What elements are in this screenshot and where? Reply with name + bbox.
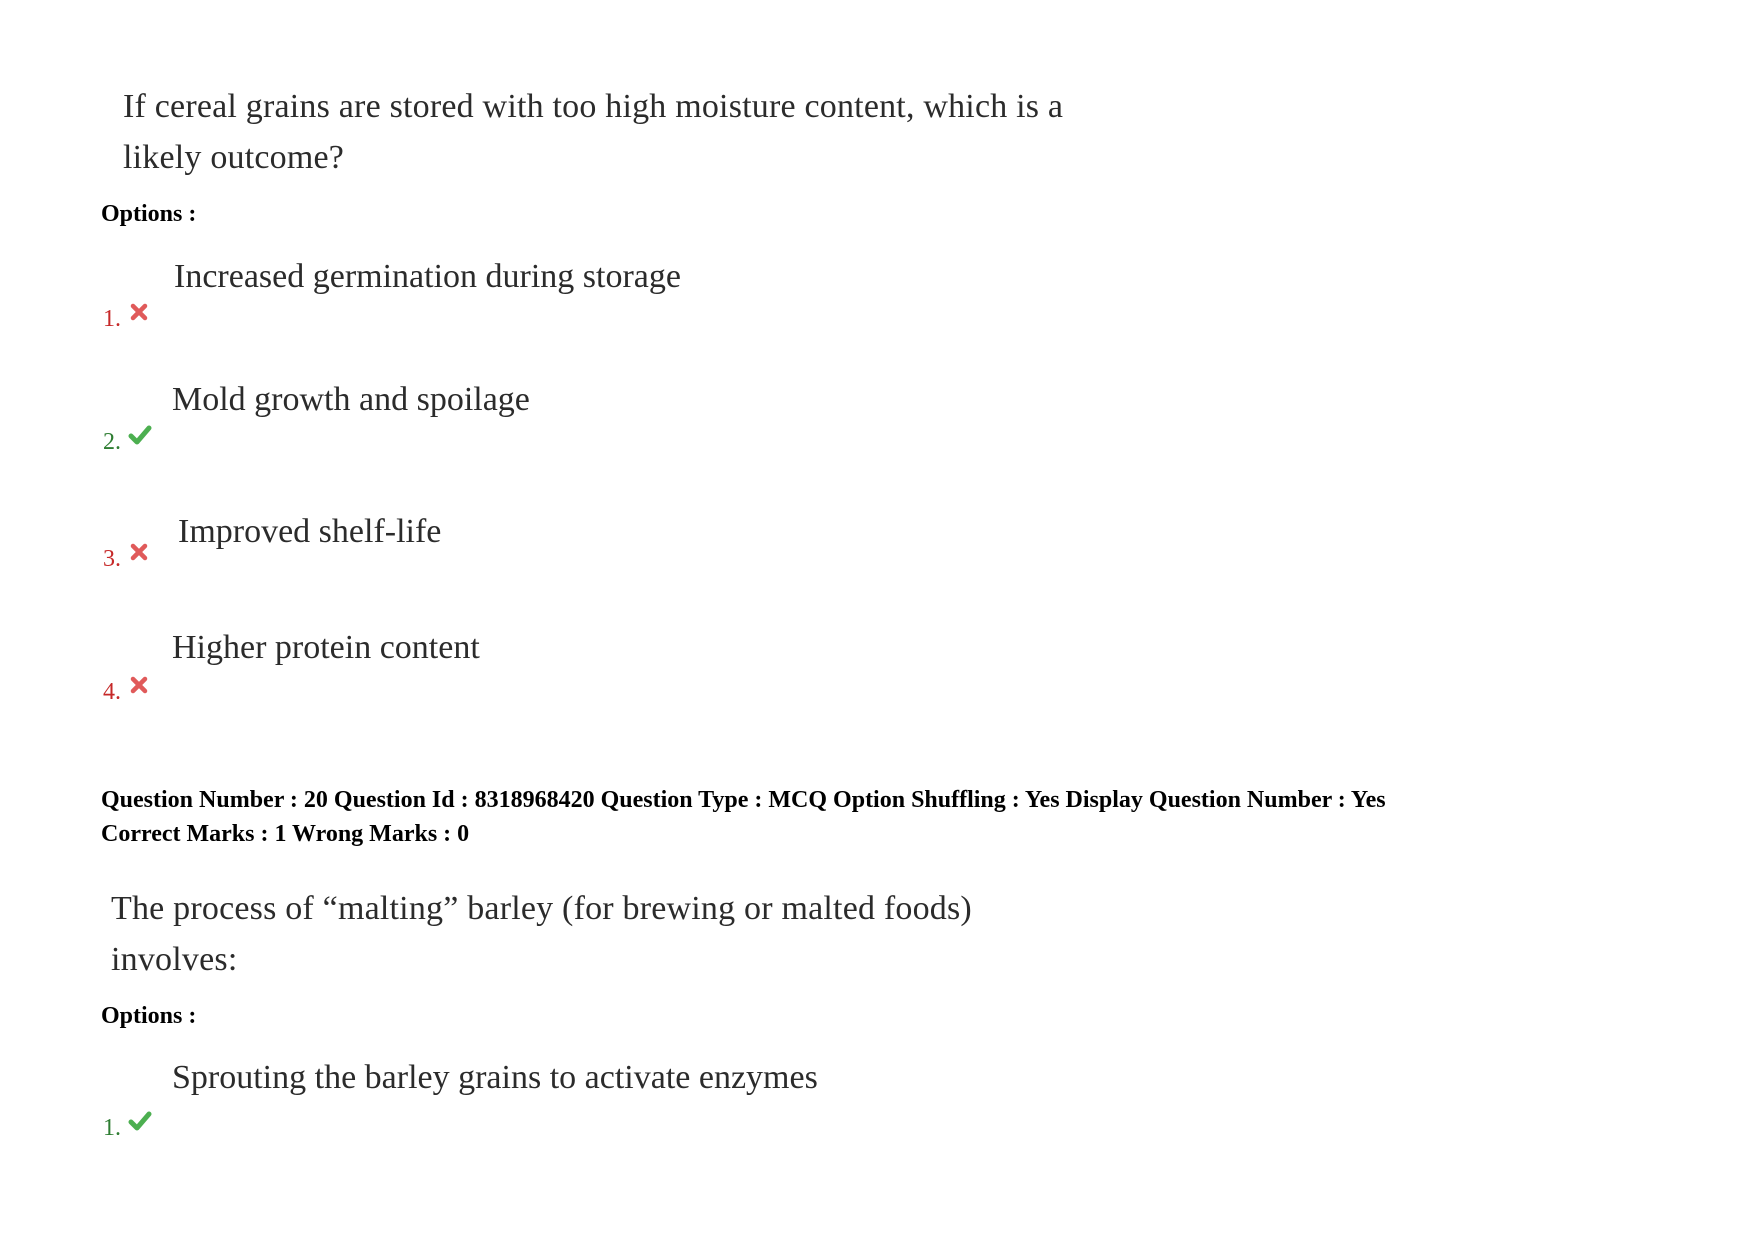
- options-label: Options :: [101, 1003, 197, 1029]
- marks-meta: Correct Marks : 1 Wrong Marks : 0: [101, 821, 470, 847]
- option-text: Improved shelf-life: [178, 513, 442, 550]
- option-number: 1.: [103, 1115, 121, 1141]
- option-text: Mold growth and spoilage: [172, 381, 530, 418]
- check-icon: [128, 424, 152, 446]
- option-number: 4.: [103, 679, 121, 705]
- option-text: Increased germination during storage: [174, 258, 681, 295]
- question-text: [123, 81, 1063, 183]
- question-text: [111, 883, 972, 985]
- option-number: 3.: [103, 546, 121, 572]
- check-icon: [128, 1110, 152, 1132]
- option-text: Sprouting the barley grains to activate enzymes: [172, 1059, 818, 1096]
- cross-icon: [129, 675, 149, 695]
- question-text-line: likely outcome?: [123, 139, 345, 176]
- question-text-line: If cereal grains are stored with too high moisture content, which is a: [123, 88, 1064, 125]
- options-label: Options :: [101, 201, 197, 227]
- question-text-line: The process of “malting” barley (for brewing or malted foods): [111, 890, 972, 927]
- option-text: Higher protein content: [172, 629, 480, 666]
- question-text-line: involves:: [111, 941, 238, 978]
- question-meta: Question Number : 20 Question Id : 8318968420 Question Type : MCQ Option Shuffling : Yes Display Question Number : Yes: [101, 787, 1386, 813]
- option-number: 1.: [103, 306, 121, 332]
- cross-icon: [129, 542, 149, 562]
- option-number: 2.: [103, 429, 121, 455]
- cross-icon: [129, 302, 149, 322]
